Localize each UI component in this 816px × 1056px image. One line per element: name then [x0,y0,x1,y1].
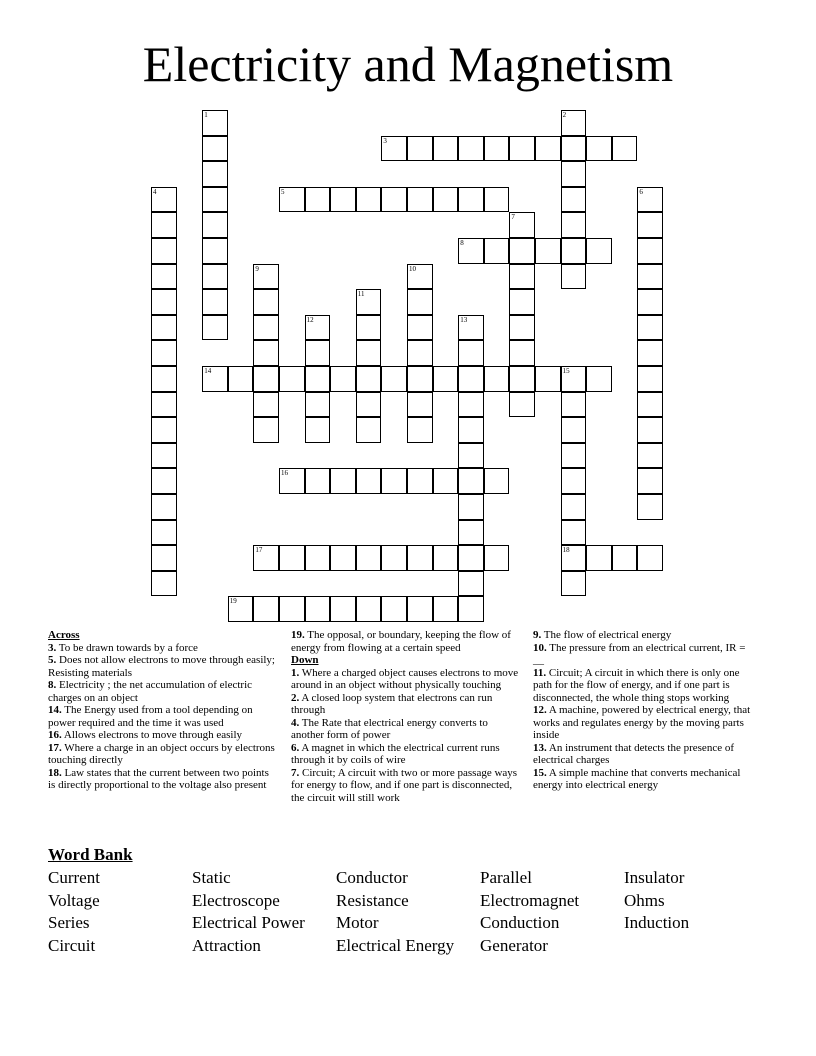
crossword-cell[interactable] [151,443,177,469]
crossword-cell[interactable] [253,596,279,622]
crossword-cell[interactable] [458,468,484,494]
clue-number: 19. [291,629,305,641]
clue-text: The pressure from an electrical current, IR = __ [533,641,746,666]
crossword-cell[interactable] [356,187,382,213]
crossword-cell[interactable] [381,187,407,213]
crossword-cell[interactable] [561,468,587,494]
cell-number: 1 [204,111,208,119]
clue-text: The Energy used from a tool depending on power required and the time it was used [48,704,253,729]
crossword-cell[interactable] [279,187,305,213]
word-bank-word: Electroscope [192,890,280,910]
word-bank-word: Current [48,868,100,887]
clue-text: The opposal, or boundary, keeping the flow of energy from flowing at a certain speed [291,629,511,654]
crossword-cell[interactable] [561,366,587,392]
crossword-cell[interactable] [407,392,433,418]
down-clue [291,667,523,692]
clue-number: 3. [48,641,57,654]
crossword-cell[interactable] [509,340,535,366]
crossword-cell[interactable] [253,366,279,392]
clue-text: A closed loop system that electrons can run through [291,691,493,716]
crossword-cell[interactable] [407,417,433,443]
crossword-cell[interactable] [458,315,484,341]
crossword-cell[interactable] [484,136,510,162]
crossword-cell[interactable] [330,366,356,392]
cell-number: 3 [383,136,387,145]
clue-number: 8. [48,679,57,691]
word-bank-word: Insulator [624,868,685,887]
cell-number: 15 [562,367,570,375]
clue-number: 7. [291,766,300,779]
crossword-cell[interactable] [458,366,484,392]
crossword-cell[interactable] [535,136,561,162]
down-clue [533,629,758,642]
crossword-cell[interactable] [637,212,663,238]
down-clue [291,692,523,717]
crossword-cell[interactable] [458,238,484,264]
crossword-cell[interactable] [458,392,484,418]
crossword-cell[interactable] [279,468,305,494]
crossword-cell[interactable] [509,289,535,315]
down-clues-continued [533,629,758,792]
down-clue [291,717,523,742]
crossword-cell[interactable] [637,545,663,571]
cell-number: 6 [639,187,643,196]
cell-number: 14 [204,367,212,375]
down-clue [533,767,758,792]
crossword-cell[interactable] [637,366,663,392]
word-bank-heading: Word Bank [48,845,133,864]
across-heading: Across [48,629,80,641]
clue-text: To be drawn towards by a force [56,641,198,654]
crossword-cell[interactable] [407,187,433,213]
cell-number: 17 [255,546,263,555]
crossword-cell[interactable] [202,289,228,315]
word-bank-word: Conductor [336,868,408,887]
clue-number: 10. [533,641,547,654]
crossword-cell[interactable] [151,212,177,238]
across-clue [48,654,276,679]
crossword-cell[interactable] [458,136,484,162]
clue-number: 2. [291,691,300,704]
clue-number: 15. [533,766,547,779]
clue-number: 6. [291,741,300,754]
down-clue [291,767,523,805]
clue-text: Circuit; A circuit in which there is only one path for the flow of energy, and if one part is disconnected, the whole thing stops working [533,666,740,704]
cell-number: 12 [306,315,314,324]
crossword-cell[interactable] [561,545,587,571]
clue-number: 14. [48,704,62,716]
crossword-cell[interactable] [356,417,382,443]
across-clue [48,704,276,729]
crossword-cell[interactable] [202,315,228,341]
crossword-cell[interactable] [484,238,510,264]
crossword-cell[interactable] [356,289,382,315]
crossword-cell[interactable] [586,238,612,264]
word-bank-word: Motor [336,913,379,933]
clue-number: 12. [533,704,547,716]
crossword-cell[interactable] [202,136,228,162]
crossword-cell[interactable] [330,187,356,213]
crossword-cell[interactable] [561,238,587,264]
crossword-cell[interactable] [458,571,484,597]
crossword-cell[interactable] [458,187,484,213]
crossword-cell[interactable] [561,110,587,136]
down-clue [291,742,523,767]
crossword-cell[interactable] [330,468,356,494]
crossword-cell[interactable] [586,136,612,162]
crossword-cell[interactable] [407,315,433,341]
crossword-cell[interactable] [305,596,331,622]
cell-number: 4 [153,187,157,196]
crossword-cell[interactable] [305,392,331,418]
crossword-cell[interactable] [228,366,254,392]
crossword-cell[interactable] [381,596,407,622]
crossword-cell[interactable] [202,110,228,136]
word-bank-word: Attraction [192,935,261,955]
crossword-cell[interactable] [484,468,510,494]
crossword-cell[interactable] [202,264,228,290]
word-bank-word: Induction [624,913,690,933]
crossword-cell[interactable] [253,315,279,341]
crossword-cell[interactable] [637,494,663,520]
clue-number: 13. [533,741,547,754]
crossword-cell[interactable] [433,366,459,392]
word-bank-word: Parallel [480,868,532,887]
cell-number: 2 [562,111,567,119]
crossword-cell[interactable] [433,596,459,622]
crossword-cell[interactable] [356,340,382,366]
crossword-cell[interactable] [637,468,663,494]
crossword-cell[interactable] [637,315,663,341]
crossword-cell[interactable] [458,545,484,571]
crossword-cell[interactable] [305,315,331,341]
crossword-cell[interactable] [637,340,663,366]
down-clue [533,704,758,742]
crossword-cell[interactable] [535,366,561,392]
clue-text: Where a charged object causes electrons to move around in an object without physically touching [291,666,519,691]
crossword-cell[interactable] [637,264,663,290]
clue-text: A simple machine that converts mechanical energy into electrical energy [533,766,741,791]
clue-text: Where a charge in an object occurs by electrons touching directly [48,741,275,766]
crossword-cell[interactable] [637,417,663,443]
crossword-cell[interactable] [202,161,228,187]
crossword-cell[interactable] [561,392,587,418]
across-clue [48,679,276,704]
crossword-cell[interactable] [151,264,177,290]
clue-text: A machine, powered by electrical energy, that works and regulates energy by the moving parts inside [533,704,751,741]
across-clue [48,729,276,742]
word-bank-word: Conduction [480,913,560,933]
crossword-cell[interactable] [330,545,356,571]
crossword-cell[interactable] [305,545,331,571]
cell-number: 7 [511,213,515,222]
across-clue [48,767,276,792]
crossword-cell[interactable] [202,366,228,392]
clue-text: Circuit; A circuit with two or more passage ways for energy to flow, and if one part is disconnected, the circuit will still work [291,766,518,804]
crossword-cell[interactable] [151,417,177,443]
crossword-cell[interactable] [228,596,254,622]
crossword-cell[interactable] [535,238,561,264]
clue-text: Does not allow electrons to move through easily; Resisting materials [48,654,275,679]
crossword-cell[interactable] [509,238,535,264]
crossword-cell[interactable] [253,340,279,366]
crossword-cell[interactable] [561,494,587,520]
crossword-cell[interactable] [561,417,587,443]
crossword-cell[interactable] [381,366,407,392]
crossword-cell[interactable] [433,468,459,494]
crossword-cell[interactable] [407,596,433,622]
clue-text: Allows electrons to move through easily [61,729,242,741]
crossword-cell[interactable] [561,520,587,546]
clue-text: Electricity ; the net accumulation of electric charges on an object [48,679,253,704]
clue-text: The flow of electrical energy [541,629,672,641]
crossword-cell[interactable] [458,520,484,546]
crossword-cell[interactable] [509,392,535,418]
crossword-cell[interactable] [637,392,663,418]
crossword-cell[interactable] [253,417,279,443]
word-bank-word: Generator [480,935,548,955]
clues-middle-column [291,629,523,804]
cell-number: 10 [409,264,416,273]
cell-number: 9 [255,264,259,273]
crossword-cell[interactable] [458,340,484,366]
crossword-cell[interactable] [407,545,433,571]
crossword-cell[interactable] [458,443,484,469]
crossword-cell[interactable] [253,392,279,418]
crossword-cell[interactable] [586,545,612,571]
crossword-cell[interactable] [407,366,433,392]
crossword-cell[interactable] [407,289,433,315]
crossword-cell[interactable] [330,596,356,622]
crossword-cell[interactable] [458,494,484,520]
crossword-cell[interactable] [279,596,305,622]
down-heading: Down [291,654,319,666]
word-bank-word: Electrical Power [192,913,305,933]
crossword-cell[interactable] [509,212,535,238]
word-bank-word: Ohms [624,890,665,910]
cell-number: 19 [229,597,237,606]
cell-number: 5 [281,187,285,196]
crossword-cell[interactable] [381,545,407,571]
clue-number: 11. [533,666,547,679]
crossword-cell[interactable] [151,494,177,520]
down-clue [533,742,758,767]
crossword-cell[interactable] [637,289,663,315]
word-bank-word: Series [48,913,90,933]
crossword-cell[interactable] [407,136,433,162]
clue-number: 9. [533,629,542,641]
clue-number: 1. [291,666,300,679]
crossword-cell[interactable] [433,187,459,213]
crossword-cell[interactable] [561,264,587,290]
word-bank-word: Resistance [336,890,409,910]
crossword-cell[interactable] [561,571,587,597]
crossword-cell[interactable] [407,264,433,290]
crossword-cell[interactable] [509,136,535,162]
cell-number: 8 [460,239,464,247]
across-clue [48,642,276,655]
word-bank-word: Electromagnet [480,890,580,910]
crossword-cell[interactable] [637,187,663,213]
clue-number: 4. [291,716,300,729]
crossword-cell[interactable] [151,392,177,418]
word-bank-word: Electrical Energy [336,935,455,955]
clue-text: An instrument that detects the presence of electrical charges [533,741,734,766]
crossword-cell[interactable] [305,187,331,213]
crossword-cell[interactable] [305,366,331,392]
cell-number: 18 [562,546,570,555]
crossword-cell[interactable] [509,264,535,290]
across-clues [48,629,276,792]
crossword-cell[interactable] [561,212,587,238]
crossword-cell[interactable] [458,417,484,443]
crossword-cell[interactable] [561,161,587,187]
crossword-cell[interactable] [407,468,433,494]
crossword-cell[interactable] [484,545,510,571]
across-clue [48,742,276,767]
crossword-cell[interactable] [356,366,382,392]
crossword-cell[interactable] [151,468,177,494]
crossword-cell[interactable] [561,443,587,469]
crossword-cell[interactable] [279,545,305,571]
crossword-cell[interactable] [305,340,331,366]
crossword-cell[interactable] [356,468,382,494]
crossword-cell[interactable] [253,264,279,290]
crossword-cell[interactable] [305,417,331,443]
crossword-cell[interactable] [433,545,459,571]
crossword-cell[interactable] [151,238,177,264]
clue-number: 17. [48,741,62,754]
crossword-cell[interactable] [458,596,484,622]
crossword-cell[interactable] [407,340,433,366]
crossword-cell[interactable] [561,187,587,213]
crossword-cell[interactable] [381,468,407,494]
crossword-cell[interactable] [151,520,177,546]
crossword-cell[interactable] [151,340,177,366]
crossword-cell[interactable] [151,289,177,315]
crossword-cell[interactable] [202,238,228,264]
clue-number: 5. [48,654,57,666]
crossword-cell[interactable] [433,136,459,162]
crossword-cell[interactable] [612,545,638,571]
crossword-cell[interactable] [151,315,177,341]
down-clue [533,667,758,705]
crossword-cell[interactable] [279,366,305,392]
crossword-cell[interactable] [356,596,382,622]
clue-text: A magnet in which the electrical current runs through it by coils of wire [291,741,500,766]
crossword-cell[interactable] [356,315,382,341]
crossword-cell[interactable] [202,212,228,238]
crossword-cell[interactable] [561,136,587,162]
crossword-cell[interactable] [151,187,177,213]
cell-number: 16 [281,469,288,478]
crossword-cell[interactable] [637,443,663,469]
page-title: Electricity and Magnetism [142,36,674,92]
crossword-cell[interactable] [151,545,177,571]
clue-number: 18. [48,766,62,779]
crossword-cell[interactable] [356,545,382,571]
down-clue [533,642,758,667]
crossword-cell[interactable] [305,468,331,494]
across-clue [291,629,523,654]
crossword-cell[interactable] [151,366,177,392]
crossword-cell[interactable] [612,136,638,162]
crossword-cell[interactable] [509,315,535,341]
crossword-cell[interactable] [484,187,510,213]
crossword-cell[interactable] [484,366,510,392]
clue-text: The Rate that electrical energy converts to another form of power [291,716,488,741]
cell-number: 11 [357,290,365,299]
word-bank-word: Static [192,868,231,887]
crossword-cell[interactable] [253,289,279,315]
word-bank-word: Voltage [48,890,100,910]
crossword-cell[interactable] [586,366,612,392]
clue-text: Law states that the current between two points is directly proportional to the voltage also present [48,766,269,791]
word-bank-word: Circuit [48,935,96,955]
clue-number: 16. [48,729,62,741]
crossword-cell[interactable] [381,136,407,162]
crossword-cell[interactable] [253,545,279,571]
crossword-cell[interactable] [151,571,177,597]
crossword-cell[interactable] [509,366,535,392]
crossword-cell[interactable] [202,187,228,213]
crossword-cell[interactable] [356,392,382,418]
crossword-cell[interactable] [637,238,663,264]
cell-number: 13 [460,315,468,324]
